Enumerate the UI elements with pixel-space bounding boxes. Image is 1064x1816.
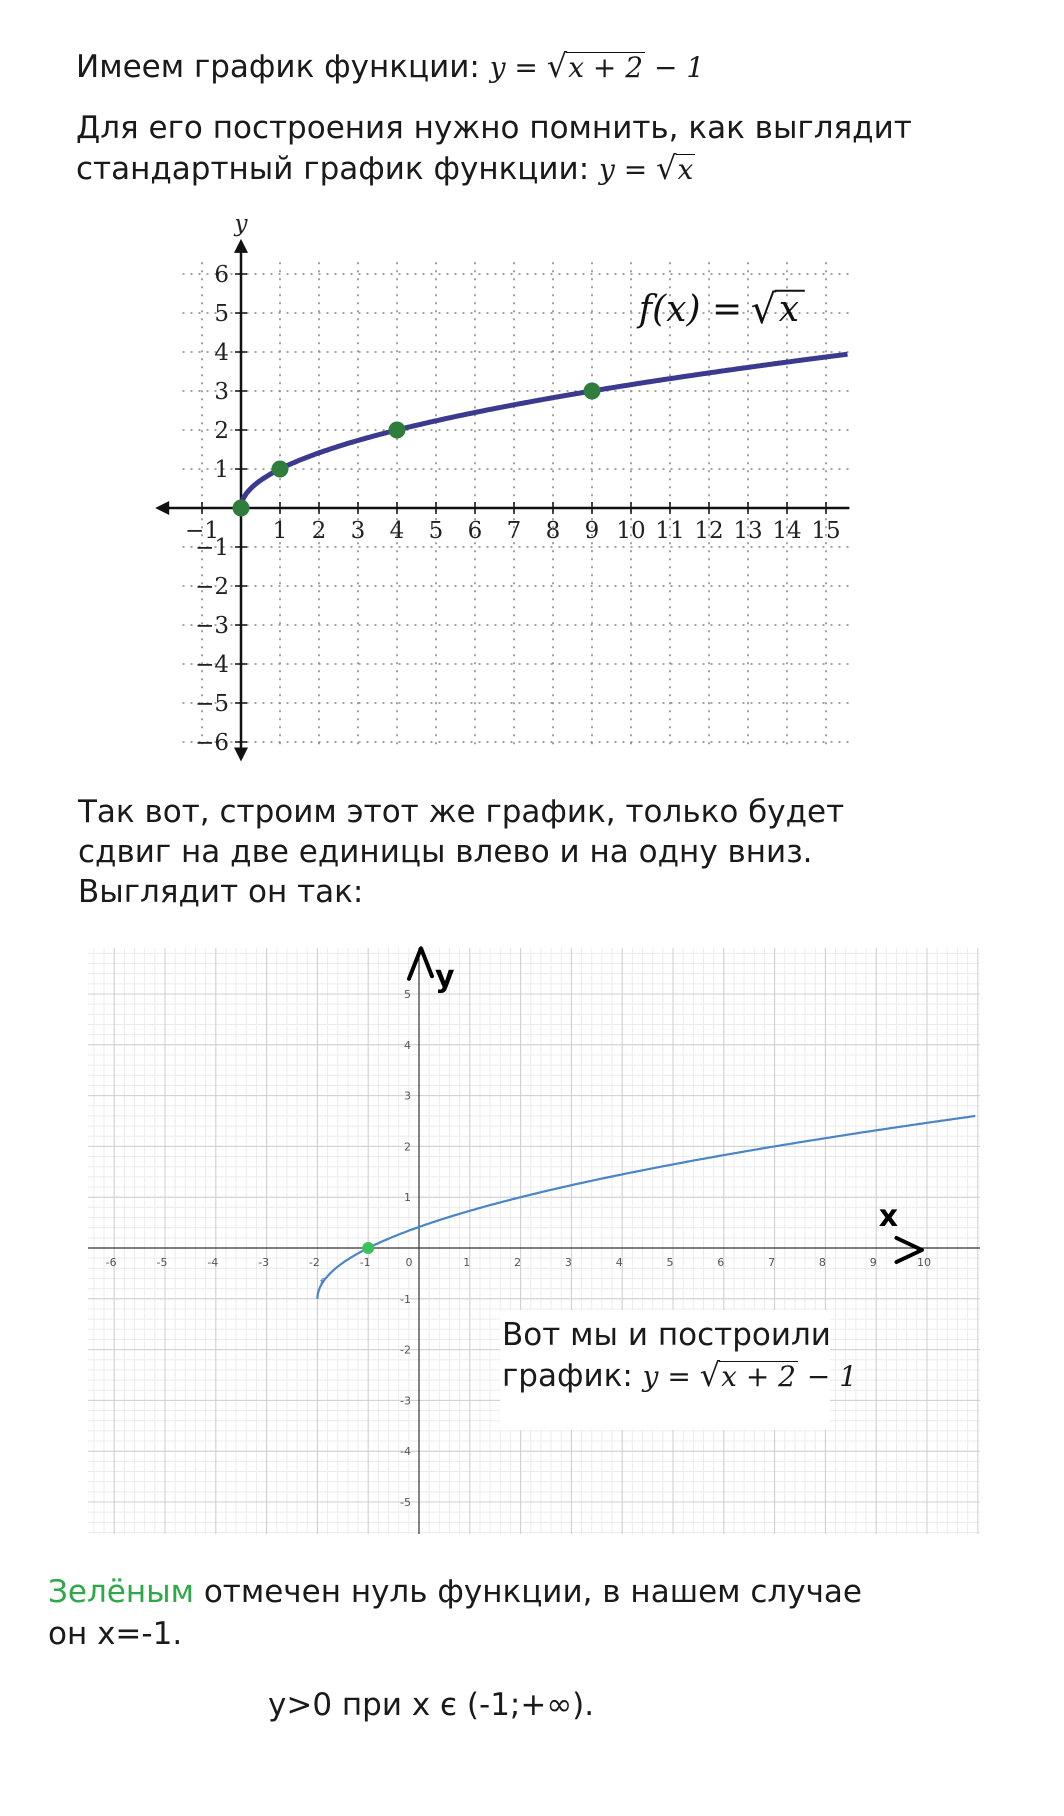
- x-tick-label: 5: [666, 1256, 674, 1269]
- y-tick-label: -3: [400, 1394, 411, 1408]
- x-tick-label: 9: [584, 518, 600, 544]
- y-tick-label: 5: [404, 988, 411, 1001]
- built-line-2-text: график:: [502, 1358, 633, 1394]
- function-label-radical: √: [750, 286, 777, 333]
- x-tick-label: 3: [564, 1256, 572, 1269]
- y-tick-label: -4: [400, 1445, 411, 1459]
- zero-line-1: [48, 1572, 862, 1612]
- shift-line-1: Так вот, строим этот же график, только будет: [78, 794, 845, 830]
- y-tick-label: −6: [195, 730, 229, 756]
- y-axis-label: y: [435, 959, 455, 995]
- intro-line-1-text: Имеем график функции:: [76, 49, 480, 85]
- data-point: [233, 500, 250, 517]
- y-tick-label: −5: [195, 691, 229, 717]
- shift-line-3: Выглядит он так:: [78, 874, 364, 910]
- y-tick-label: 5: [214, 301, 229, 327]
- y-tick-label: −4: [195, 652, 229, 678]
- y-tick-label: −2: [195, 574, 229, 600]
- y-tick-label: -2: [400, 1343, 411, 1357]
- standard-formula: y = √x: [599, 149, 694, 187]
- zero-line-1-rest: отмечен нуль функции, в нашем случае: [193, 1574, 862, 1610]
- built-line-2: [502, 1355, 857, 1397]
- x-tick-label: 12: [694, 518, 724, 544]
- x-tick-label: -4: [207, 1256, 219, 1269]
- x-tick-label: 8: [545, 518, 561, 544]
- x-tick-label: 15: [811, 518, 841, 544]
- main-formula: y = √x + 2 − 1: [489, 47, 705, 85]
- y-tick-label: 3: [404, 1089, 411, 1103]
- x-tick-label: 1: [463, 1256, 471, 1269]
- function-label: f(x) =: [638, 288, 743, 330]
- data-point: [272, 461, 289, 478]
- zero-point: [362, 1242, 374, 1254]
- answer-line: y>0 при x є (-1;+∞).: [268, 1687, 595, 1723]
- data-point: [584, 383, 601, 400]
- x-tick-label: 11: [655, 518, 685, 544]
- x-tick-label: 14: [772, 518, 802, 544]
- x-tick-label: 6: [717, 1256, 725, 1269]
- x-tick-label: 4: [389, 518, 405, 544]
- x-tick-label: 1: [272, 518, 288, 544]
- x-tick-label: 4: [615, 1256, 623, 1269]
- x-tick-label: -6: [105, 1256, 117, 1269]
- zero-green-word: Зелёным: [48, 1574, 194, 1610]
- x-tick-label: -2: [308, 1256, 320, 1269]
- x-tick-label: 5: [428, 518, 444, 544]
- y-tick-label: 4: [404, 1038, 411, 1052]
- x-tick-label: -1: [359, 1256, 371, 1269]
- x-tick-label: 10: [917, 1256, 931, 1269]
- intro-line-3-text: стандартный график функции:: [76, 151, 590, 187]
- y-tick-label: 1: [404, 1191, 411, 1205]
- y-tick-label: 4: [214, 340, 229, 366]
- y-axis-arrow-up: [234, 239, 248, 253]
- sqrt-curve: [241, 354, 848, 508]
- y-tick-label: −3: [195, 613, 229, 639]
- y-tick-label: 3: [214, 379, 229, 405]
- zero-line-2: он x=-1.: [48, 1616, 183, 1652]
- x-tick-label: 8: [818, 1256, 826, 1269]
- x-tick-label: 3: [350, 518, 366, 544]
- x-tick-label: 2: [311, 518, 327, 544]
- y-axis-label: y: [234, 211, 248, 238]
- x-tick-label: 9: [869, 1256, 877, 1269]
- y-tick-label: -1: [400, 1292, 411, 1306]
- x-tick-label: -5: [156, 1256, 168, 1269]
- x-axis-label: x: [878, 1199, 899, 1234]
- x-tick-label: 7: [506, 518, 522, 544]
- x-tick-label: 0: [405, 1256, 413, 1269]
- x-tick-label: 10: [616, 518, 646, 544]
- x-tick-label: 7: [768, 1256, 776, 1269]
- x-tick-label: 6: [467, 518, 483, 544]
- x-tick-label: 2: [514, 1256, 522, 1269]
- intro-line-2: Для его построения нужно помнить, как выглядит: [76, 110, 912, 146]
- data-point: [389, 422, 406, 439]
- x-tick-label: -3: [258, 1256, 270, 1269]
- shifted-sqrt-chart: [0, 930, 1064, 1530]
- intro-line-3: [76, 148, 695, 190]
- built-line-1: Вот мы и построили: [502, 1317, 831, 1353]
- curve-label: f: [319, 1276, 324, 1290]
- y-tick-label: 6: [214, 262, 229, 288]
- x-tick-label: −1: [185, 518, 219, 544]
- sqrt-chart: [0, 200, 1064, 760]
- y-tick-label: -5: [400, 1496, 411, 1509]
- y-axis-arrow-down: [234, 748, 248, 762]
- x-tick-label: 13: [733, 518, 763, 544]
- built-formula: y = √x + 2 − 1: [642, 1356, 858, 1394]
- x-axis-arrow-left: [155, 501, 169, 515]
- function-label-arg: x: [778, 288, 800, 330]
- y-tick-label: 1: [214, 457, 229, 483]
- y-tick-label: 2: [404, 1140, 411, 1154]
- y-tick-label: 2: [214, 418, 229, 444]
- y-tick-label: −1: [195, 535, 229, 561]
- shift-line-2: сдвиг на две единицы влево и на одну вниз.: [78, 834, 813, 870]
- intro-line-1: [76, 46, 704, 88]
